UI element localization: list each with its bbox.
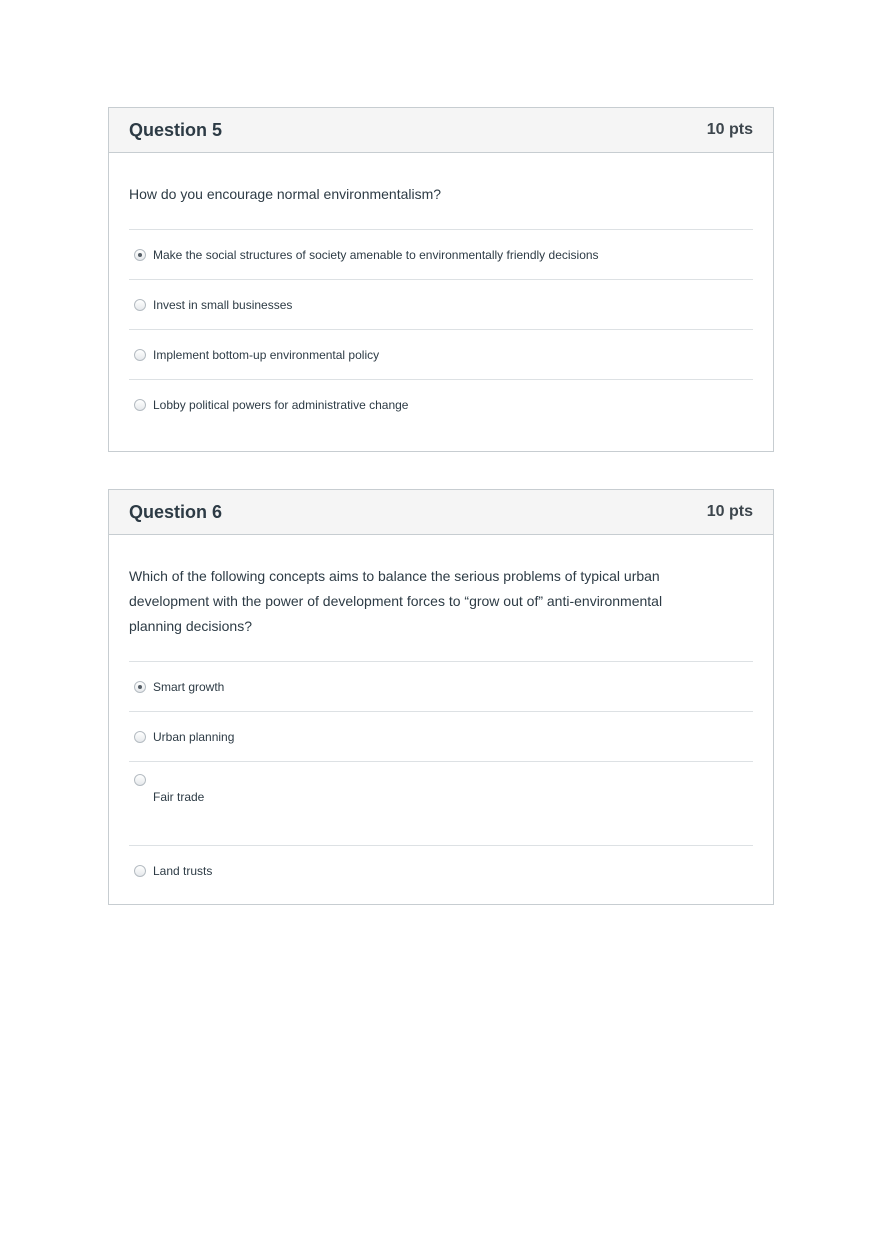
question-header [109, 108, 773, 153]
question-header [109, 490, 773, 535]
question-text: How do you encourage normal environmentalism? [129, 186, 442, 202]
radio-icon[interactable] [134, 399, 146, 411]
radio-icon[interactable] [134, 731, 146, 743]
radio-icon[interactable] [134, 774, 146, 786]
question-text-line: development with the power of development forces to “grow out of” anti-environmental [129, 593, 663, 609]
question-text-line: planning decisions? [129, 618, 252, 634]
question-points: 10 pts [706, 503, 753, 520]
question-card-6 [108, 489, 774, 905]
question-card-5 [108, 107, 774, 452]
radio-icon[interactable] [134, 865, 146, 877]
answer-option[interactable] [129, 279, 753, 329]
question-points: 10 pts [706, 121, 753, 138]
answer-option[interactable] [129, 761, 753, 845]
answer-label: Land trusts [153, 863, 213, 878]
answer-label: Smart growth [153, 679, 225, 694]
question-title: Question 6 [129, 501, 223, 522]
answer-list [129, 229, 753, 429]
answer-label: Make the social structures of society amenable to environmentally friendly decisions [153, 247, 599, 262]
question-body [109, 535, 773, 895]
answer-label: Urban planning [153, 729, 235, 744]
answer-option[interactable] [129, 845, 753, 895]
answer-label: Implement bottom-up environmental policy [153, 347, 380, 362]
radio-selected-icon[interactable] [134, 249, 146, 261]
answer-label: Lobby political powers for administrative change [153, 397, 409, 412]
question-title: Question 5 [129, 119, 223, 140]
answer-option[interactable] [129, 379, 753, 429]
answer-label: Invest in small businesses [153, 297, 293, 312]
radio-icon[interactable] [134, 349, 146, 361]
answer-option[interactable] [129, 661, 753, 711]
answer-option[interactable] [129, 711, 753, 761]
question-body [109, 153, 773, 429]
radio-selected-icon[interactable] [134, 681, 146, 693]
question-text [129, 535, 753, 661]
question-text-line: Which of the following concepts aims to balance the serious problems of typical urban [129, 568, 660, 584]
answer-option[interactable] [129, 329, 753, 379]
answer-label: Fair trade [153, 790, 205, 804]
answer-option[interactable] [129, 229, 753, 279]
answer-list [129, 661, 753, 895]
radio-icon[interactable] [134, 299, 146, 311]
